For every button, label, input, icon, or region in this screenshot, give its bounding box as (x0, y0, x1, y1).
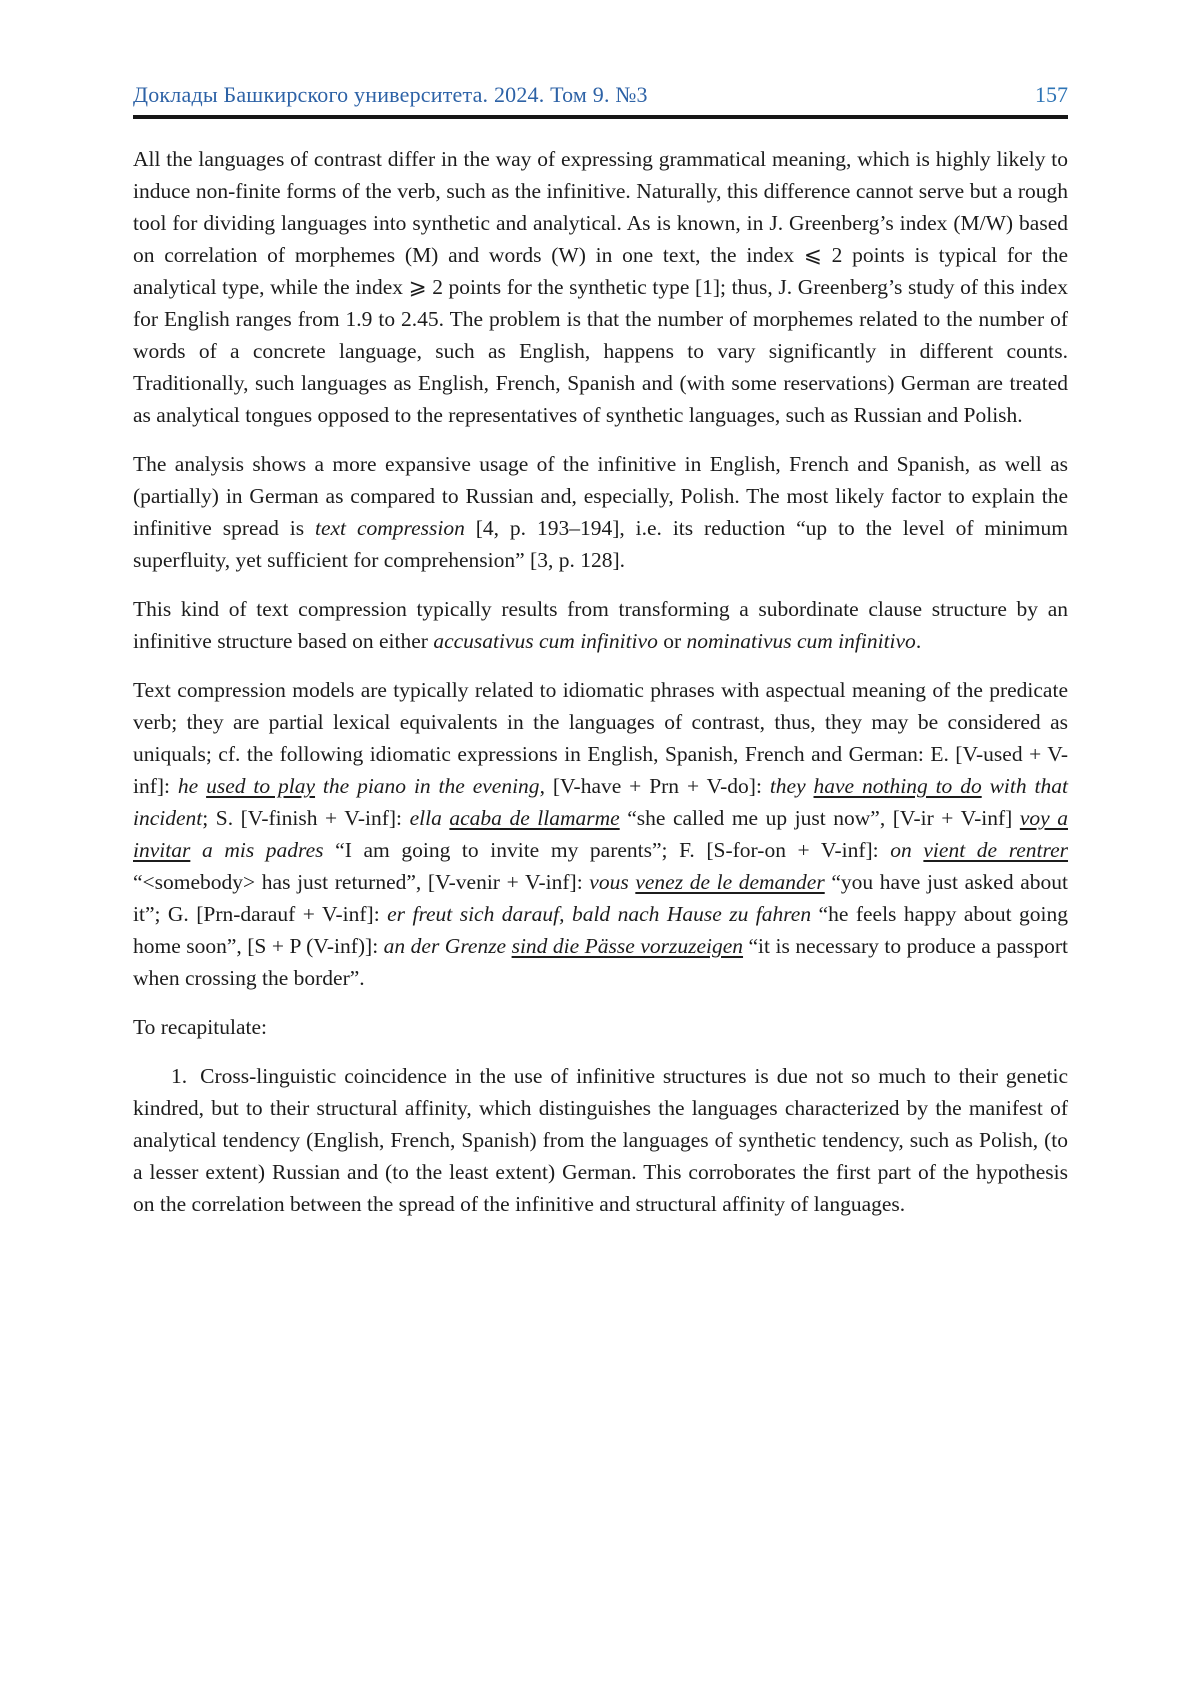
paragraph-2 (133, 448, 1068, 576)
page-header (133, 82, 1068, 119)
paragraph-3 (133, 593, 1068, 657)
document-body (133, 143, 1068, 1220)
text-run: er freut sich darauf, bald nach Hause zu fahren (387, 902, 812, 926)
text-run: acaba de llamarme (449, 806, 620, 830)
text-run: vous (589, 870, 636, 894)
list-number: 1. (171, 1064, 188, 1088)
text-run: or (657, 629, 687, 653)
journal-title: Доклады Башкирского университета. 2024. Том 9. №3 (133, 82, 648, 107)
text-run: an der Grenze (383, 934, 512, 958)
text-run: with that incident (133, 774, 1068, 830)
text-run: “it is necessary to produce a passport when crossing the border”. (133, 934, 1068, 990)
text-run: venez de le demander (635, 870, 825, 894)
page-number: 157 (1035, 82, 1068, 107)
text-run: have nothing to do (813, 774, 982, 798)
text-run: Text compression models are typically related to idiomatic phrases with aspectual meaning of the predicate verb; they are partial lexical equivalents in the languages of contrast, thus, they may be considered as uniquals; cf. the following idiomatic expressions in English, Spanish, French and German: E. [V-used + V-inf]: (133, 678, 1068, 798)
text-run: “she called me up just now”, [V-ir + V-inf] (619, 806, 1020, 830)
text-run: a mis padres (190, 838, 324, 862)
text-run: [4, p. 193–194], i.e. its reduction “up to the level of minimum superfluity, yet sufficient for comprehension” [3, p. 128]. (133, 516, 1068, 572)
text-run: he (177, 774, 207, 798)
text-run: The analysis shows a more expansive usage of the infinitive in English, French and Spanish, as well as (partially) in German as compared to Russian and, especially, Polish. The most likely factor to explain the infinitive spread is (133, 452, 1068, 540)
text-run: All the languages of contrast differ in the way of expressing grammatical meaning, which is highly likely to induce non-finite forms of the verb, such as the infinitive. Naturally, this difference cannot serve but a rough tool for dividing languages into synthetic and analytical. As is known, in J. Greenberg’s index (M/W) based on correlation of morphemes (M) and words (W) in one text, the index ⩽ 2 points is typical for the analytical type, while the index ⩾ 2 points for the synthetic type [1]; thus, J. Greenberg’s study of this index for English ranges from 1.9 to 2.45. The problem is that the number of morphemes related to the number of words of a concrete language, such as English, happens to vary significantly in different counts. Traditionally, such languages as English, French, Spanish and (with some reservations) German are treated as analytical tongues opposed to the representatives of synthetic languages, such as Russian and Polish. (133, 147, 1068, 427)
paragraph-6 (133, 1060, 1068, 1220)
paragraph-1 (133, 143, 1068, 431)
paragraph-5 (133, 1011, 1068, 1043)
text-run: vient de rentrer (923, 838, 1069, 862)
text-run: “he feels happy about going home soon”, [S + P (V-inf)]: (133, 902, 1069, 958)
text-run: the piano in the evening (315, 774, 540, 798)
text-run: on (890, 838, 924, 862)
text-run: , [V-have + Prn + V-do]: (539, 774, 770, 798)
text-run: they (769, 774, 814, 798)
text-run: This kind of text compression typically results from transforming a subordinate clause structure by an infinitive structure based on either (133, 597, 1068, 653)
text-run: used to play (206, 774, 316, 798)
text-run: “you have just asked about it”; G. [Prn-darauf + V-inf]: (133, 870, 1068, 926)
text-run: nominativus cum infinitivo (686, 629, 916, 653)
text-run: accusativus cum infinitivo (433, 629, 658, 653)
paragraph-4 (133, 674, 1068, 994)
text-run: voy a invitar (133, 806, 1068, 862)
text-run: To recapitulate: (133, 1015, 267, 1039)
text-run: ella (409, 806, 450, 830)
text-run: . (915, 629, 922, 653)
text-run: text compression (315, 516, 465, 540)
text-run: ; S. [V-finish + V-inf]: (202, 806, 410, 830)
text-run: “<somebody> has just returned”, [V-venir + V-inf]: (133, 870, 590, 894)
text-run: Cross-linguistic coincidence in the use of infinitive structures is due not so much to their genetic kindred, but to their structural affinity, which distinguishes the languages characterized by the manifest of analytical tendency (English, French, Spanish) from the languages of synthetic tendency, such as Polish, (to a lesser extent) Russian and (to the least extent) German. This corroborates the first part of the hypothesis on the correlation between the spread of the infinitive and structural affinity of languages. (133, 1064, 1068, 1216)
text-run: sind die Pässe vorzuzeigen (511, 934, 744, 958)
text-run: “I am going to invite my parents”; F. [S-for-on + V-inf]: (323, 838, 891, 862)
